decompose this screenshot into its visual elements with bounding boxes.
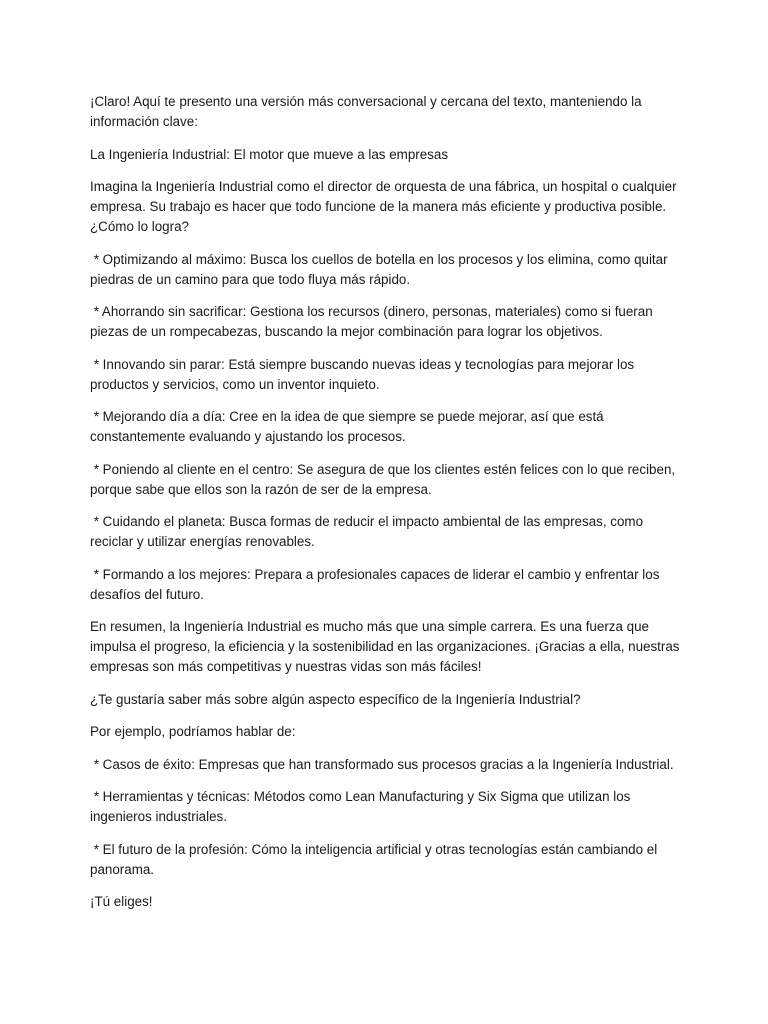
document-heading: La Ingeniería Industrial: El motor que mueve a las empresas: [90, 146, 449, 162]
question-paragraph: ¿Te gustaría saber más sobre algún aspecto específico de la Ingeniería Industrial?: [90, 691, 581, 707]
summary-paragraph: En resumen, la Ingeniería Industrial es mucho más que una simple carrera. Es una fuerza que impulsa el progreso, la eficiencia y la sostenibilidad en las organizaciones. ¡Gracias a ella, nuestras empresas son más competitivas y nuestras vidas son más fáciles!: [90, 619, 684, 674]
intro-paragraph: ¡Claro! Aquí te presento una versión más conversacional y cercana del texto, manteniendo la información clave:: [90, 94, 646, 129]
bullet-item: * Casos de éxito: Empresas que han transformado sus procesos gracias a la Ingeniería Industrial.: [90, 755, 688, 775]
body-paragraph: Imagina la Ingeniería Industrial como el director de orquesta de una fábrica, un hospital o cualquier empresa. Su trabajo es hacer que todo funcione de la manera más eficiente y productiva posible. ¿Cómo lo logra?: [90, 179, 681, 234]
bullet-item: * Ahorrando sin sacrificar: Gestiona los recursos (dinero, personas, materiales) como si fueran piezas de un rompecabezas, buscando la mejor combinación para lograr los objetivos.: [90, 302, 688, 342]
closing-line: ¡Tú eliges!: [90, 894, 153, 909]
bullet-item: * Poniendo al cliente en el centro: Se asegura de que los clientes estén felices con lo que reciben, porque sabe que ellos son la razón de ser de la empresa.: [90, 460, 688, 500]
document-body: [90, 92, 688, 925]
examples-intro: Por ejemplo, podríamos hablar de:: [90, 724, 296, 739]
bullet-item: * Cuidando el planeta: Busca formas de reducir el impacto ambiental de las empresas, como reciclar y utilizar energías renovables.: [90, 512, 688, 552]
bullet-item: * Optimizando al máximo: Busca los cuellos de botella en los procesos y los elimina, como quitar piedras de un camino para que todo fluya más rápido.: [90, 250, 688, 290]
bullet-item: * Herramientas y técnicas: Métodos como Lean Manufacturing y Six Sigma que utilizan los ingenieros industriales.: [90, 787, 688, 827]
bullet-item: * Mejorando día a día: Cree en la idea de que siempre se puede mejorar, así que está constantemente evaluando y ajustando los procesos.: [90, 407, 688, 447]
bullet-item: * El futuro de la profesión: Cómo la inteligencia artificial y otras tecnologías están cambiando el panorama.: [90, 840, 688, 880]
bullet-item: * Formando a los mejores: Prepara a profesionales capaces de liderar el cambio y enfrentar los desafíos del futuro.: [90, 565, 688, 605]
bullet-item: * Innovando sin parar: Está siempre buscando nuevas ideas y tecnologías para mejorar los productos y servicios, como un inventor inquieto.: [90, 355, 688, 395]
